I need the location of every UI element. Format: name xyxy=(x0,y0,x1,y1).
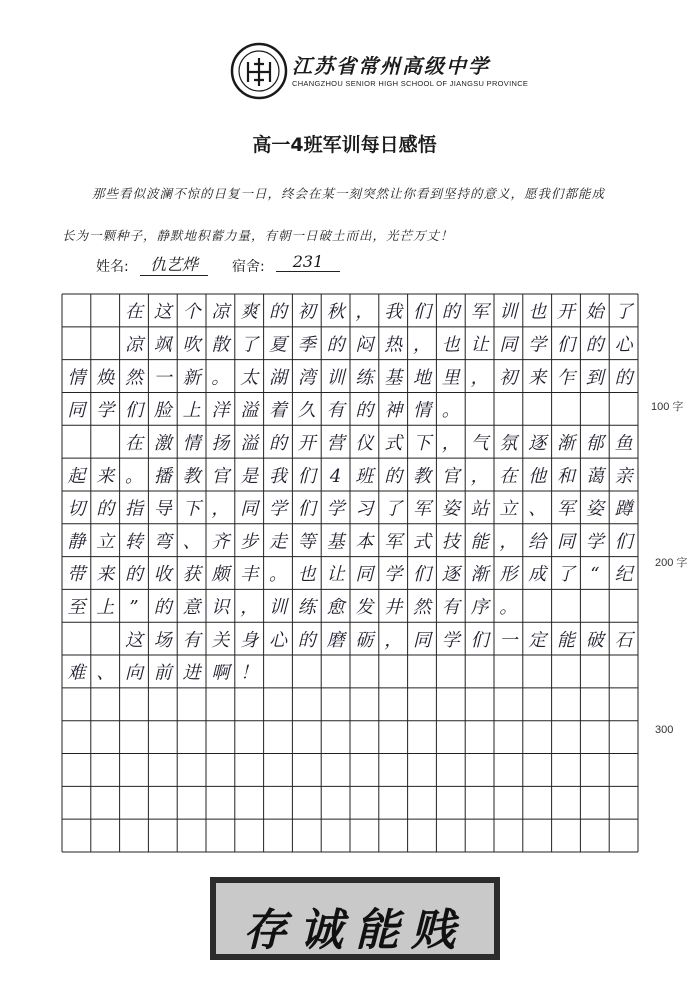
grid-char: 播 xyxy=(153,465,172,487)
grid-char: 能 xyxy=(470,531,489,553)
counter-200: 200 字 xyxy=(655,557,688,569)
grid-char: 鱼 xyxy=(614,432,633,454)
grid-char: 在 xyxy=(499,465,518,487)
grid-char: 凉 xyxy=(125,334,143,356)
grid-char: 飒 xyxy=(153,334,172,356)
grid-char: 下 xyxy=(413,432,431,454)
grid-char: 让 xyxy=(470,334,489,356)
grid-char: 砺 xyxy=(355,629,374,651)
grid-char: 来 xyxy=(96,465,115,487)
grid-char: 渐 xyxy=(557,432,575,454)
grid-char: 夏 xyxy=(269,334,287,356)
grid-char: 颇 xyxy=(211,564,230,586)
grid-char: 有 xyxy=(182,629,201,651)
grid-char: 立 xyxy=(96,531,115,553)
grid-char: 有 xyxy=(326,400,345,422)
motto-stamp xyxy=(210,877,500,960)
grid-char: 们 xyxy=(614,531,633,553)
grid-char: 我 xyxy=(384,301,403,323)
grid-char: 序 xyxy=(470,597,489,619)
grid-char: 也 xyxy=(297,564,316,586)
grid-char: 了 xyxy=(384,498,403,520)
grid-char: 式 xyxy=(384,432,403,454)
grid-char: 教 xyxy=(413,465,431,487)
grid-char: 步 xyxy=(240,531,259,553)
grid-char: 本 xyxy=(355,531,374,553)
grid-char: 成 xyxy=(528,564,547,586)
grid-char: 们 xyxy=(470,629,489,651)
grid-char: 同 xyxy=(67,400,86,422)
grid-char: 季 xyxy=(297,334,316,356)
grid-char: 亲 xyxy=(614,465,633,487)
grid-char: 有 xyxy=(441,597,460,619)
grid-char: 转 xyxy=(125,531,143,553)
grid-char: 身 xyxy=(240,629,259,651)
grid-char: 的 xyxy=(585,334,604,356)
grid-char: 的 xyxy=(269,301,287,323)
grid-char: 在 xyxy=(125,301,143,323)
grid-char: 导 xyxy=(153,498,172,520)
grid-char: 新 xyxy=(182,367,201,389)
grid-char: 也 xyxy=(441,334,460,356)
page-title: 高一4班军训每日感悟 xyxy=(252,134,437,156)
grid-char: 久 xyxy=(297,400,316,422)
grid-char: 个 xyxy=(182,301,201,323)
grid-char: 这 xyxy=(125,629,143,651)
grid-char: 上 xyxy=(96,597,115,619)
grid-char: 学 xyxy=(269,498,287,520)
grid-char: 前 xyxy=(153,662,172,684)
grid-char: 逐 xyxy=(528,432,547,454)
grid-char: ， xyxy=(240,597,259,619)
grid-char: 磨 xyxy=(326,629,345,651)
school-name-en: CHANGZHOU SENIOR HIGH SCHOOL OF JIANGSU PROVINCE xyxy=(292,79,529,88)
grid-char: 溢 xyxy=(240,432,259,454)
grid-char: 。 xyxy=(269,564,287,586)
grid-char: 吹 xyxy=(182,334,201,356)
grid-char: 了 xyxy=(557,564,575,586)
name-label: 姓名: xyxy=(96,259,129,275)
grid-char: 石 xyxy=(614,629,633,651)
grid-char: 一 xyxy=(499,629,518,651)
grid-char: 官 xyxy=(441,465,460,487)
grid-char: 热 xyxy=(384,334,403,356)
grid-char: 在 xyxy=(125,432,143,454)
grid-char: 基 xyxy=(326,531,345,553)
grid-char: ， xyxy=(470,367,489,389)
grid-char: 仪 xyxy=(355,432,374,454)
grid-char: 湖 xyxy=(269,367,287,389)
grid-char: 向 xyxy=(125,662,143,684)
grid-char: 发 xyxy=(355,597,374,619)
grid-char: 们 xyxy=(297,498,316,520)
grid-char: 同 xyxy=(240,498,259,520)
grid-char: 、 xyxy=(528,498,547,520)
grid-char: 初 xyxy=(297,301,316,323)
grid-char: 们 xyxy=(125,400,143,422)
grid-char: 太 xyxy=(240,367,259,389)
grid-char: 习 xyxy=(355,498,374,520)
grid-char: 走 xyxy=(269,531,287,553)
grid-char: 我 xyxy=(269,465,287,487)
grid-char: 军 xyxy=(557,498,575,520)
grid-char: ， xyxy=(384,629,403,651)
grid-char: ， xyxy=(470,465,489,487)
grid-char: 蔼 xyxy=(585,465,604,487)
grid-char: 练 xyxy=(355,367,374,389)
grid-char: ” xyxy=(129,597,139,619)
grid-char: 让 xyxy=(326,564,345,586)
grid-char: 然 xyxy=(125,367,143,389)
grid-char: 氛 xyxy=(499,432,518,454)
counter-100: 100 字 xyxy=(651,401,684,413)
grid-char: 心 xyxy=(269,629,287,651)
grid-char: 的 xyxy=(441,301,460,323)
school-name-cn: 江苏省常州高级中学 xyxy=(292,54,490,78)
grid-char: ， xyxy=(499,531,518,553)
grid-char: 散 xyxy=(211,334,230,356)
grid-char: 官 xyxy=(211,465,230,487)
grid-char: 秋 xyxy=(326,301,345,323)
grid-char: 气 xyxy=(470,432,489,454)
grid-char: 开 xyxy=(557,301,575,323)
grid-char: 了 xyxy=(240,334,259,356)
grid-char: 然 xyxy=(413,597,431,619)
grid-char: 来 xyxy=(96,564,115,586)
grid-char: 静 xyxy=(67,531,86,553)
intro-line-2: 长为一颗种子，静默地积蓄力量，有朝一日破土而出，光芒万丈！ xyxy=(62,228,454,243)
grid-char: ， xyxy=(413,334,431,356)
grid-char: 带 xyxy=(67,564,86,586)
grid-char: 学 xyxy=(326,498,345,520)
grid-char: 训 xyxy=(326,367,345,389)
name-value: 仇艺烨 xyxy=(140,252,208,276)
grid-char: 情 xyxy=(67,367,86,389)
dorm-value: 231 xyxy=(276,252,340,272)
grid-char: 闷 xyxy=(355,334,374,356)
grid-char: 他 xyxy=(528,465,547,487)
grid-char: 学 xyxy=(96,400,115,422)
grid-char: 扬 xyxy=(211,432,230,454)
grid-char: 渐 xyxy=(470,564,489,586)
grid-char: 和 xyxy=(557,465,575,487)
grid-char: 识 xyxy=(211,597,230,619)
grid-char: 至 xyxy=(67,597,86,619)
grid-char: 破 xyxy=(585,629,604,651)
grid-char: 初 xyxy=(499,367,518,389)
grid-char: 情 xyxy=(182,432,201,454)
grid-char: 训 xyxy=(269,597,287,619)
grid-char: 班 xyxy=(355,465,374,487)
grid-char: 的 xyxy=(384,465,403,487)
grid-char: 学 xyxy=(384,564,403,586)
grid-char: 的 xyxy=(153,597,172,619)
grid-char: 。 xyxy=(441,400,460,422)
grid-char: 里 xyxy=(441,367,460,389)
grid-char: 也 xyxy=(528,301,547,323)
grid-char: 同 xyxy=(413,629,431,651)
grid-char: 愈 xyxy=(326,597,345,619)
grid-char: ， xyxy=(211,498,230,520)
grid-char: 姿 xyxy=(441,498,460,520)
grid-char: 溢 xyxy=(240,400,259,422)
grid-char: 同 xyxy=(557,531,575,553)
grid-char: 、 xyxy=(96,662,115,684)
grid-char: 凉 xyxy=(211,301,230,323)
grid-char: 军 xyxy=(384,531,403,553)
grid-char: 们 xyxy=(413,301,431,323)
grid-char: 们 xyxy=(297,465,316,487)
grid-char: 、 xyxy=(182,531,201,553)
grid-char: “ xyxy=(590,564,600,586)
grid-char: 进 xyxy=(182,662,201,684)
grid-char: 同 xyxy=(499,334,518,356)
grid-char: 井 xyxy=(384,597,403,619)
grid-char: 切 xyxy=(67,498,86,520)
grid-char: 湾 xyxy=(297,367,316,389)
grid-char: ！ xyxy=(240,662,259,684)
grid-char: 激 xyxy=(153,432,172,454)
grid-char: 焕 xyxy=(96,367,115,389)
grid-char: 们 xyxy=(557,334,575,356)
grid-char: 来 xyxy=(528,367,547,389)
intro-line-1: 那些看似波澜不惊的日复一日，终会在某一刻突然让你看到坚持的意义，愿我们都能成 xyxy=(92,186,606,201)
grid-char: 场 xyxy=(153,629,172,651)
grid-char: 们 xyxy=(413,564,431,586)
grid-char: 训 xyxy=(499,301,518,323)
grid-char: 能 xyxy=(557,629,575,651)
grid-char: 技 xyxy=(441,531,460,553)
grid-char: 学 xyxy=(441,629,460,651)
grid-char: 站 xyxy=(470,498,489,520)
grid-char: 始 xyxy=(585,301,604,323)
grid-char: 情 xyxy=(413,400,431,422)
grid-char: 同 xyxy=(355,564,374,586)
grid-char: 的 xyxy=(269,432,287,454)
grid-char: 齐 xyxy=(211,531,230,553)
grid-char: 。 xyxy=(499,597,518,619)
grid-char: 纪 xyxy=(614,564,633,586)
grid-char: ， xyxy=(355,301,374,323)
grid-char: 军 xyxy=(470,301,489,323)
grid-char: 营 xyxy=(326,432,345,454)
grid-char: 心 xyxy=(614,334,633,356)
grid-char: 。 xyxy=(125,465,143,487)
grid-char: 地 xyxy=(413,367,431,389)
grid-char: 爽 xyxy=(240,301,259,323)
grid-char: 了 xyxy=(614,301,633,323)
counter-300: 300 xyxy=(655,724,674,736)
grid-char: 4 xyxy=(329,465,342,487)
grid-char: 学 xyxy=(585,531,604,553)
grid-char: 的 xyxy=(297,629,316,651)
grid-char: ， xyxy=(441,432,460,454)
grid-char: 军 xyxy=(413,498,431,520)
grid-char: 的 xyxy=(326,334,345,356)
grid-char: 的 xyxy=(614,367,633,389)
grid-char: 乍 xyxy=(557,367,575,389)
grid-char: 蹲 xyxy=(614,498,633,520)
grid-char: 教 xyxy=(182,465,201,487)
grid-char: 收 xyxy=(153,564,172,586)
grid-char: 关 xyxy=(211,629,230,651)
grid-char: 的 xyxy=(96,498,115,520)
grid-char: 开 xyxy=(297,432,316,454)
dorm-label: 宿舍: xyxy=(232,259,265,275)
grid-char: 是 xyxy=(240,465,259,487)
grid-char: 给 xyxy=(528,531,547,553)
grid-char: 基 xyxy=(384,367,403,389)
grid-char: 上 xyxy=(182,400,201,422)
grid-char: 难 xyxy=(67,662,86,684)
grid-char: 着 xyxy=(269,400,287,422)
grid-char: 式 xyxy=(413,531,431,553)
grid-char: 形 xyxy=(499,564,518,586)
grid-char: 立 xyxy=(499,498,518,520)
grid-char: 郁 xyxy=(585,432,604,454)
grid-char: 逐 xyxy=(441,564,460,586)
grid-char: 意 xyxy=(182,597,201,619)
grid-char: 姿 xyxy=(585,498,604,520)
grid-char: 到 xyxy=(585,367,604,389)
grid-char: 学 xyxy=(528,334,547,356)
grid-char: 等 xyxy=(297,531,316,553)
grid-char: 下 xyxy=(182,498,201,520)
grid-char: 洋 xyxy=(211,400,230,422)
grid-char: 神 xyxy=(384,400,403,422)
grid-char: 啊 xyxy=(211,662,230,684)
grid-char: 指 xyxy=(125,498,143,520)
grid-char: 。 xyxy=(211,367,230,389)
grid-char: 起 xyxy=(67,465,86,487)
grid-char: 的 xyxy=(125,564,143,586)
motto-stamp-text: 存诚能贱 xyxy=(243,905,467,956)
grid-char: 练 xyxy=(297,597,316,619)
grid-char: 这 xyxy=(153,301,172,323)
grid-char: 弯 xyxy=(153,531,172,553)
grid-char: 定 xyxy=(528,629,547,651)
grid-char: 的 xyxy=(355,400,374,422)
grid-char: 获 xyxy=(182,564,201,586)
grid-char: 丰 xyxy=(240,564,259,586)
grid-char: 脸 xyxy=(153,400,172,422)
grid-char: 一 xyxy=(153,367,172,389)
